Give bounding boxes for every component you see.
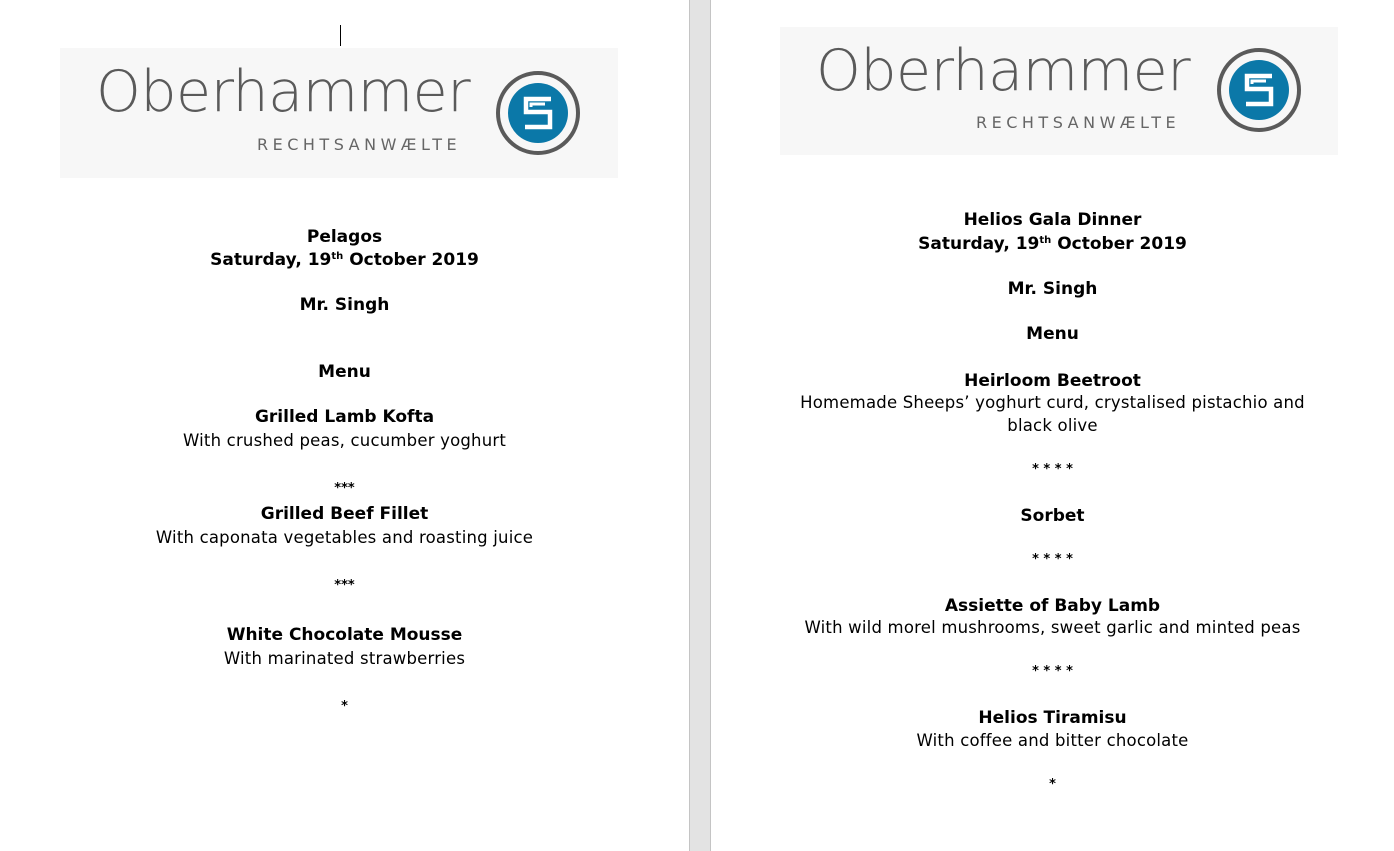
course-title: Heirloom Beetroot bbox=[964, 371, 1141, 391]
course-separator: *** bbox=[334, 481, 355, 496]
course-description: With crushed peas, cucumber yoghurt bbox=[182, 431, 507, 450]
text-cursor bbox=[340, 25, 341, 46]
course-separator: *** bbox=[334, 578, 355, 593]
document-page-right bbox=[711, 0, 1394, 851]
course-title: Grilled Beef Fillet bbox=[260, 504, 429, 524]
course-title: Sorbet bbox=[1020, 506, 1085, 526]
page-gutter bbox=[689, 0, 711, 851]
course-description: With marinated strawberries bbox=[223, 649, 466, 668]
menu-heading: Menu bbox=[318, 362, 371, 382]
document-page-left bbox=[0, 0, 689, 851]
company-logo bbox=[60, 48, 618, 178]
course-title: White Chocolate Mousse bbox=[226, 625, 463, 645]
course-title: Helios Tiramisu bbox=[978, 708, 1127, 728]
menu-heading: Menu bbox=[1026, 324, 1079, 344]
course-separator: * * * * bbox=[1032, 462, 1073, 477]
event-date: Saturday, 19th October 2019 bbox=[918, 234, 1187, 254]
course-title: Assiette of Baby Lamb bbox=[944, 596, 1161, 616]
course-description: Homemade Sheeps’ yoghurt curd, crystalised pistachio and bbox=[800, 393, 1305, 412]
end-mark: * bbox=[1049, 777, 1056, 792]
course-description: With wild morel mushrooms, sweet garlic and minted peas bbox=[804, 618, 1301, 637]
course-description: With caponata vegetables and roasting juice bbox=[155, 528, 534, 547]
course-title: Grilled Lamb Kofta bbox=[254, 407, 435, 427]
course-description: black olive bbox=[1007, 416, 1098, 435]
logo-subtitle: RECHTSANWÆLTE bbox=[976, 113, 1181, 132]
end-mark: * bbox=[341, 699, 348, 714]
course-separator: * * * * bbox=[1032, 552, 1073, 567]
logo-wordmark: Oberhammer bbox=[96, 59, 471, 125]
company-logo bbox=[780, 27, 1338, 155]
course-description: With coffee and bitter chocolate bbox=[916, 731, 1189, 750]
logo-wordmark: Oberhammer bbox=[816, 38, 1191, 104]
event-date: Saturday, 19th October 2019 bbox=[210, 250, 479, 270]
course-separator: * * * * bbox=[1032, 664, 1073, 679]
logo-emblem-icon bbox=[1214, 45, 1304, 135]
logo-subtitle: RECHTSANWÆLTE bbox=[257, 135, 462, 154]
guest-name: Mr. Singh bbox=[299, 295, 390, 315]
logo-emblem-icon bbox=[493, 68, 583, 158]
guest-name: Mr. Singh bbox=[1007, 279, 1098, 299]
venue-title: Helios Gala Dinner bbox=[963, 210, 1142, 230]
venue-title: Pelagos bbox=[306, 227, 383, 247]
